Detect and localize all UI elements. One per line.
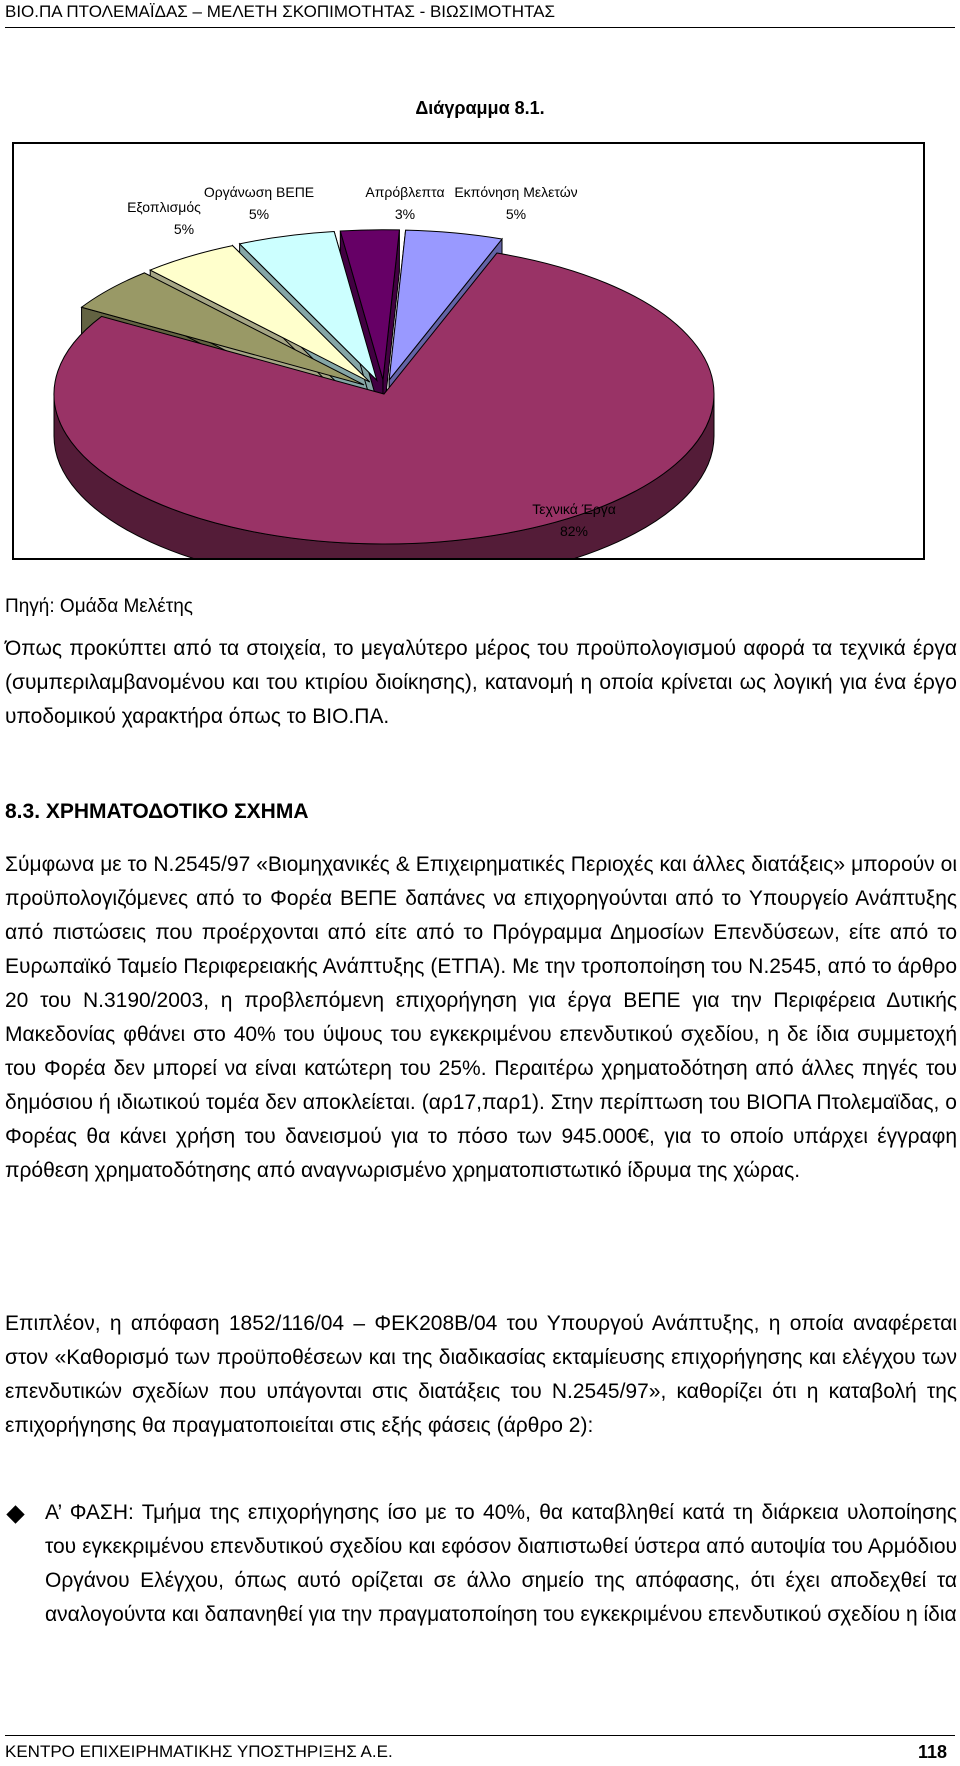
bullet-text: Α’ ΦΑΣΗ: Τμήμα της επιχορήγησης ίσο με το 40%, θα καταβληθεί κατά τη διάρκεια υλοποίησης του εγκεκριμένου επενδυτικού σχεδίου και εφόσον διαπιστωθεί ύστερα από αυτοψία του Αρμόδιου Οργάνου Ελέγχου, όπως αυτό ορίζεται σε άλλο σημείο της απόφασης, ότι έχει αποδεχθεί τα αναλογούντα και δαπανηθεί για την πραγματοποίηση του εγκεκριμένου επενδυτικού σχεδίου η ίδια bbox=[45, 1501, 957, 1626]
paragraph-decision: Επιπλέον, η απόφαση 1852/116/04 – ΦΕΚ208Β/04 του Υπουργού Ανάπτυξης, η οποία αναφέρεται στον «Καθορισμό των προϋποθέσεων και της διαδικασίας εκταμίευσης επιχορήγησης και ελέγχου των επενδυτικών σχεδίων που υπάγονται στις διατάξεις του Ν.2545/97», καθορίζει ότι η καταβολή της επιχορήγησης θα πραγματοποιείται στις εξής φάσεις (άρθρο 2): bbox=[5, 1312, 957, 1437]
pie-label-2: Οργάνωση ΒΕΠΕ bbox=[203, 184, 315, 200]
pie-value-label-1: 5% bbox=[173, 221, 195, 237]
pie-label-0: Τεχνικά Έργα bbox=[532, 501, 616, 517]
page-number: 118 bbox=[917, 1742, 947, 1762]
chart-source: Πηγή: Ομάδα Μελέτης bbox=[5, 596, 193, 617]
footer-org: ΚΕΝΤΡΟ ΕΠΙΧΕΙΡΗΜΑΤΙΚΗΣ ΥΠΟΣΤΗΡΙΞΗΣ Α.Ε. bbox=[5, 1742, 393, 1761]
paragraph-financing: Σύμφωνα με το Ν.2545/97 «Βιομηχανικές & Επιχειρηματικές Περιοχές και άλλες διατάξεις» μπορούν οι προϋπολογιζόμενες από το Φορέα ΒΕΠΕ δαπάνες να επιχορηγούνται από το Υπουργείο Ανάπτυξης από πιστώσεις που προέρχονται από είτε από το Πρόγραμμα Δημοσίων Επενδύσεων, είτε από το Ευρωπαϊκό Ταμείο Περιφερειακής Ανάπτυξης (ΕΤΠΑ). Με την τροποποίηση του Ν.2545, από το άρθρο 20 του Ν.3190/2003, η προβλεπόμενη επιχορήγηση για έργα ΒΕΠΕ για την Περιφέρεια Δυτικής Μακεδονίας φθάνει στο 40% του ύψους του εγκεκριμένου επενδυτικού σχεδίου, η δε ίδια συμμετοχή του Φορέα δεν μπορεί να είναι κατώτερη του 25%. Περαιτέρω χρηματοδότηση από άλλες πηγές του δημόσιου ή ιδιωτικού τομέα δεν αποκλείεται. (αρ17,παρ1). Στην περίπτωση του ΒΙΟΠΑ Πτολεμαϊδας, ο Φορέας θα κάνει χρήση του δανεισμού για το πόσο των 945.000€, για το οποίο υπάρχει έγγραφη πρόθεση χρηματοδότησης από αναγνωρισμένο χρηματοπιστωτικό ίδρυμα της χώρας. bbox=[5, 853, 957, 1182]
pie-value-label-5: 5% bbox=[505, 206, 527, 222]
diagram-title: Διάγραμμα 8.1. bbox=[415, 98, 545, 118]
diamond-bullet-icon bbox=[6, 1505, 24, 1523]
pie-chart bbox=[14, 144, 923, 558]
pie-value-label-4: 3% bbox=[394, 206, 416, 222]
paragraph-budget: Όπως προκύπτει από τα στοιχεία, το μεγαλύτερο μέρος του προϋπολογισμού αφορά τα τεχνικά έργα (συμπεριλαμβανομένου και του κτιρίου διοίκησης), κατανομή η οποία κρίνεται ως λογική για ένα έργο υποδομικού χαρακτήρα όπως το ΒΙΟ.ΠΑ. bbox=[5, 637, 957, 728]
section-heading: 8.3. ΧΡΗΜΑΤΟΔΟΤΙΚΟ ΣΧΗΜΑ bbox=[5, 800, 309, 823]
header-text: ΒΙΟ.ΠΑ ΠΤΟΛΕΜΑΪΔΑΣ – ΜΕΛΕΤΗ ΣΚΟΠΙΜΟΤΗΤΑΣ - ΒΙΩΣΙΜΟΤΗΤΑΣ bbox=[5, 2, 555, 21]
pie-value-label-0: 82% bbox=[559, 523, 589, 539]
page-footer bbox=[5, 1735, 955, 1762]
pie-label-1: Εξοπλισμός bbox=[127, 199, 201, 215]
pie-value-label-2: 5% bbox=[248, 206, 270, 222]
pie-label-4: Απρόβλεπτα bbox=[365, 184, 445, 200]
pie-label-5: Εκπόνηση Μελετών bbox=[454, 184, 578, 200]
pie-chart-frame bbox=[12, 142, 925, 560]
page-header bbox=[5, 2, 955, 28]
